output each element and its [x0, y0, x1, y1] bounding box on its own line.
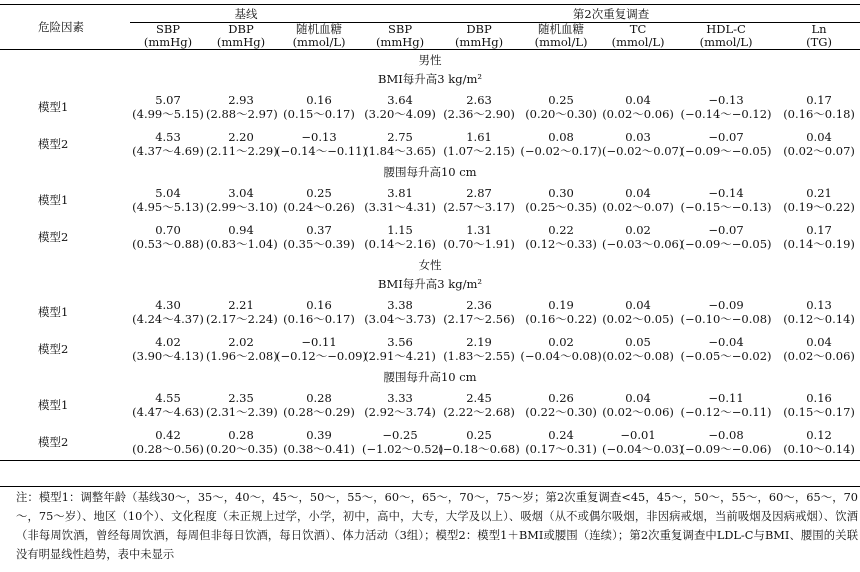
- column-header-name: DBP: [228, 22, 254, 36]
- estimate-cell: [438, 423, 520, 461]
- confidence-interval: (1.84～3.65): [364, 143, 436, 158]
- estimate-cell: [130, 88, 206, 125]
- confidence-interval: (0.14～0.19): [783, 236, 855, 251]
- estimate-value: 0.94: [228, 222, 254, 237]
- column-header-unit: (TG): [806, 35, 832, 49]
- estimate-value: 0.17: [806, 222, 832, 237]
- estimate-value: −0.07: [708, 129, 744, 144]
- confidence-interval: (−0.12～−0.11): [680, 404, 772, 419]
- estimate-cell: [674, 181, 778, 218]
- estimate-value: 0.16: [306, 297, 332, 312]
- confidence-interval: (0.16～0.18): [783, 106, 855, 121]
- estimate-value: 2.02: [228, 334, 254, 349]
- estimate-value: 5.07: [155, 92, 181, 107]
- model-label: 模型2: [38, 229, 69, 244]
- table-row: [0, 330, 860, 367]
- estimate-value: 0.25: [548, 92, 574, 107]
- estimate-value: 3.38: [387, 297, 413, 312]
- estimate-value: 0.25: [306, 185, 332, 200]
- confidence-interval: (0.20～0.35): [206, 441, 278, 456]
- section-row: [0, 50, 860, 70]
- estimate-cell: [206, 423, 276, 461]
- results-table: [0, 4, 860, 461]
- model-label: 模型1: [38, 304, 69, 319]
- model-label: 模型2: [38, 136, 69, 151]
- estimate-cell: [602, 330, 674, 367]
- confidence-interval: (−0.12～−0.09): [276, 348, 367, 363]
- estimate-value: 2.75: [387, 129, 413, 144]
- confidence-interval: (0.02～0.06): [602, 106, 674, 121]
- estimate-value: 0.16: [306, 92, 332, 107]
- estimate-cell: [362, 293, 438, 330]
- confidence-interval: (−0.09～−0.05): [680, 143, 772, 158]
- confidence-interval: (0.12～0.33): [525, 236, 597, 251]
- confidence-interval: (2.57～3.17): [443, 199, 515, 214]
- header-row-groups: [0, 5, 860, 23]
- estimate-cell: [602, 293, 674, 330]
- estimate-value: −0.13: [301, 129, 337, 144]
- confidence-interval: (−0.09～−0.05): [680, 236, 772, 251]
- estimate-value: 4.55: [155, 390, 181, 405]
- estimate-cell: [130, 181, 206, 218]
- table-row: [0, 125, 860, 162]
- column-header-name: SBP: [155, 22, 181, 36]
- estimate-value: 0.16: [806, 390, 832, 405]
- estimate-cell: [206, 181, 276, 218]
- confidence-interval: (0.25～0.35): [525, 199, 597, 214]
- confidence-interval: (4.37～4.69): [132, 143, 204, 158]
- estimate-value: 0.21: [806, 185, 832, 200]
- confidence-interval: (4.24～4.37): [132, 311, 204, 326]
- estimate-value: 2.87: [466, 185, 492, 200]
- estimate-cell: [130, 293, 206, 330]
- estimate-value: 2.63: [466, 92, 492, 107]
- column-header-unit: (mmHg): [216, 35, 266, 49]
- estimate-cell: [130, 423, 206, 461]
- estimate-value: 0.04: [625, 92, 651, 107]
- confidence-interval: (4.95～5.13): [132, 199, 204, 214]
- column-header-repeat-1: [438, 23, 520, 50]
- estimate-cell: [674, 293, 778, 330]
- confidence-interval: (−0.18～0.68): [438, 441, 520, 456]
- confidence-interval: (0.70～1.91): [443, 236, 515, 251]
- estimate-cell: [778, 218, 860, 255]
- repeat-group-header: 第2次重复调查: [362, 5, 860, 23]
- estimate-value: 0.22: [548, 222, 574, 237]
- column-header-name: SBP: [387, 22, 413, 36]
- column-header-repeat-0: [362, 23, 438, 50]
- estimate-value: 0.12: [806, 427, 832, 442]
- estimate-value: 2.19: [466, 334, 492, 349]
- estimate-value: 0.19: [548, 297, 574, 312]
- estimate-cell: [276, 386, 362, 423]
- estimate-cell: [276, 181, 362, 218]
- confidence-interval: (−0.05～−0.02): [680, 348, 772, 363]
- sex-label: 女性: [418, 257, 442, 272]
- confidence-interval: (−0.04～0.08): [520, 348, 602, 363]
- estimate-cell: [206, 386, 276, 423]
- exposure-label: BMI每升高3 kg/m²: [378, 71, 482, 86]
- estimate-cell: [520, 293, 602, 330]
- confidence-interval: (−0.04～0.03): [602, 441, 684, 456]
- estimate-value: −0.08: [708, 427, 744, 442]
- estimate-value: 0.05: [625, 334, 651, 349]
- estimate-cell: [362, 125, 438, 162]
- estimate-cell: [206, 218, 276, 255]
- estimate-cell: [520, 386, 602, 423]
- confidence-interval: (0.15～0.17): [283, 106, 355, 121]
- confidence-interval: (0.16～0.22): [525, 311, 597, 326]
- estimate-value: 0.39: [306, 427, 332, 442]
- estimate-cell: [778, 293, 860, 330]
- estimate-value: −0.25: [382, 427, 418, 442]
- confidence-interval: (−0.02～0.07): [602, 143, 684, 158]
- confidence-interval: (0.02～0.08): [602, 348, 674, 363]
- estimate-cell: [778, 125, 860, 162]
- estimate-cell: [438, 125, 520, 162]
- estimate-cell: [276, 293, 362, 330]
- confidence-interval: (3.90～4.13): [132, 348, 204, 363]
- estimate-value: 3.33: [387, 390, 413, 405]
- exposure-label: BMI每升高3 kg/m²: [378, 276, 482, 291]
- estimate-cell: [276, 218, 362, 255]
- confidence-interval: (2.91～4.21): [364, 348, 436, 363]
- estimate-cell: [674, 386, 778, 423]
- estimate-value: −0.07: [708, 222, 744, 237]
- confidence-interval: (0.20～0.30): [525, 106, 597, 121]
- column-header-unit: (mmHg): [375, 35, 425, 49]
- column-header-unit: (mmol/L): [699, 35, 753, 49]
- estimate-cell: [602, 88, 674, 125]
- confidence-interval: (1.07～2.15): [443, 143, 515, 158]
- estimate-cell: [778, 181, 860, 218]
- estimate-value: 0.26: [548, 390, 574, 405]
- estimate-cell: [362, 423, 444, 461]
- estimate-cell: [438, 330, 520, 367]
- estimate-value: 0.28: [228, 427, 254, 442]
- estimate-value: 3.56: [387, 334, 413, 349]
- exposure-row: [0, 367, 860, 386]
- estimate-cell: [520, 181, 602, 218]
- estimate-cell: [674, 88, 778, 125]
- confidence-interval: (−0.14～−0.12): [680, 106, 772, 121]
- estimate-value: 2.45: [466, 390, 492, 405]
- confidence-interval: (2.92～3.74): [364, 404, 436, 419]
- table-row: [0, 423, 860, 461]
- estimate-cell: [130, 218, 206, 255]
- estimate-cell: [520, 88, 602, 125]
- estimate-cell: [362, 330, 438, 367]
- confidence-interval: (1.96～2.08): [206, 348, 278, 363]
- estimate-cell: [602, 218, 684, 255]
- confidence-interval: (0.83～1.04): [206, 236, 278, 251]
- estimate-cell: [438, 386, 520, 423]
- estimate-value: −0.09: [708, 297, 744, 312]
- estimate-cell: [674, 423, 778, 461]
- estimate-cell: [206, 330, 276, 367]
- estimate-cell: [206, 88, 276, 125]
- sex-label: 男性: [418, 52, 442, 67]
- estimate-value: −0.01: [620, 427, 656, 442]
- estimate-cell: [602, 386, 674, 423]
- estimate-cell: [602, 125, 684, 162]
- confidence-interval: (0.19～0.22): [783, 199, 855, 214]
- estimate-value: 0.13: [806, 297, 832, 312]
- estimate-cell: [362, 181, 438, 218]
- estimate-value: 0.04: [625, 297, 651, 312]
- confidence-interval: (−0.09～−0.06): [680, 441, 772, 456]
- exposure-label: 腰围每升高10 cm: [383, 164, 477, 179]
- confidence-interval: (0.15～0.17): [783, 404, 855, 419]
- estimate-cell: [602, 423, 684, 461]
- column-header-name: 随机血糖: [538, 22, 585, 36]
- confidence-interval: (0.12～0.14): [783, 311, 855, 326]
- estimate-cell: [276, 423, 362, 461]
- estimate-value: 0.08: [548, 129, 574, 144]
- estimate-cell: [206, 125, 276, 162]
- confidence-interval: (−1.02～0.52): [362, 441, 444, 456]
- estimate-value: 0.30: [548, 185, 574, 200]
- confidence-interval: (0.02～0.06): [602, 404, 674, 419]
- confidence-interval: (4.47～4.63): [132, 404, 204, 419]
- confidence-interval: (−0.14～−0.11): [276, 143, 367, 158]
- confidence-interval: (−0.10～−0.08): [680, 311, 772, 326]
- confidence-interval: (−0.15～−0.13): [680, 199, 772, 214]
- estimate-value: 3.04: [228, 185, 254, 200]
- estimate-cell: [778, 88, 860, 125]
- estimate-cell: [130, 125, 206, 162]
- estimate-value: 0.04: [806, 129, 832, 144]
- confidence-interval: (0.10～0.14): [783, 441, 855, 456]
- column-header-unit: (mmHg): [454, 35, 504, 49]
- estimate-value: 0.24: [548, 427, 574, 442]
- confidence-interval: (−0.03～0.06): [602, 236, 684, 251]
- exposure-row: [0, 69, 860, 88]
- estimate-cell: [520, 125, 602, 162]
- model-label: 模型2: [38, 434, 69, 449]
- model-label: 模型2: [38, 341, 69, 356]
- confidence-interval: (2.11～2.29): [206, 143, 278, 158]
- confidence-interval: (3.04～3.73): [364, 311, 436, 326]
- estimate-value: −0.14: [708, 185, 744, 200]
- column-header-repeat-5: [778, 23, 860, 50]
- estimate-value: 0.17: [806, 92, 832, 107]
- column-header-name: Ln: [811, 22, 827, 36]
- confidence-interval: (3.31～4.31): [364, 199, 436, 214]
- estimate-cell: [362, 218, 438, 255]
- confidence-interval: (1.83～2.55): [443, 348, 515, 363]
- estimate-value: 1.31: [466, 222, 492, 237]
- estimate-cell: [438, 88, 520, 125]
- confidence-interval: (0.17～0.31): [525, 441, 597, 456]
- confidence-interval: (2.99～3.10): [206, 199, 278, 214]
- column-header-repeat-2: [520, 23, 602, 50]
- confidence-interval: (0.28～0.56): [132, 441, 204, 456]
- estimate-value: 1.61: [466, 129, 492, 144]
- column-header-unit: (mmol/L): [611, 35, 665, 49]
- confidence-interval: (−0.02～0.17): [520, 143, 602, 158]
- estimate-value: 4.53: [155, 129, 181, 144]
- estimate-cell: [362, 386, 438, 423]
- estimate-cell: [130, 386, 206, 423]
- estimate-cell: [520, 218, 602, 255]
- estimate-value: −0.13: [708, 92, 744, 107]
- column-header-repeat-4: [674, 23, 778, 50]
- confidence-interval: (2.88～2.97): [206, 106, 278, 121]
- estimate-value: 3.64: [387, 92, 413, 107]
- confidence-interval: (0.38～0.41): [283, 441, 355, 456]
- estimate-cell: [520, 423, 602, 461]
- estimate-value: 0.03: [625, 129, 651, 144]
- estimate-value: 4.30: [155, 297, 181, 312]
- estimate-cell: [602, 181, 674, 218]
- estimate-cell: [674, 330, 778, 367]
- exposure-row: [0, 274, 860, 293]
- estimate-value: 0.70: [155, 222, 181, 237]
- estimate-value: 2.93: [228, 92, 254, 107]
- estimate-value: −0.11: [708, 390, 744, 405]
- estimate-value: 2.20: [228, 129, 254, 144]
- confidence-interval: (0.14～2.16): [364, 236, 436, 251]
- confidence-interval: (2.17～2.56): [443, 311, 515, 326]
- estimate-cell: [276, 88, 362, 125]
- confidence-interval: (2.17～2.24): [206, 311, 278, 326]
- column-header-name: HDL-C: [706, 22, 746, 36]
- column-header-repeat-3: [602, 23, 674, 50]
- estimate-value: −0.11: [301, 334, 337, 349]
- confidence-interval: (2.36～2.90): [443, 106, 515, 121]
- confidence-interval: (0.02～0.07): [783, 143, 855, 158]
- estimate-value: 2.35: [228, 390, 254, 405]
- estimate-value: 5.04: [155, 185, 181, 200]
- estimate-value: 0.28: [306, 390, 332, 405]
- confidence-interval: (0.16～0.17): [283, 311, 355, 326]
- table-row: [0, 88, 860, 125]
- estimate-value: 0.04: [806, 334, 832, 349]
- column-header-unit: (mmHg): [143, 35, 193, 49]
- column-header-unit: (mmol/L): [292, 35, 346, 49]
- confidence-interval: (0.53～0.88): [132, 236, 204, 251]
- estimate-value: 2.21: [228, 297, 254, 312]
- estimate-value: 0.02: [548, 334, 574, 349]
- estimate-value: 0.25: [466, 427, 492, 442]
- table-row: [0, 218, 860, 255]
- estimate-cell: [778, 386, 860, 423]
- footnote-text: 注：模型1：调整年龄（基线30～，35～，40～，45～，50～，55～，60～，65～，70～，75～岁；第2次重复调查<45，45～，50～，55～，60～，65～，70～，75～岁）、地区（10个）、文化程度（未正规上过学，小学，初中，高中，大专，大学及以上）、吸烟（从不或偶尔吸烟，非因病戒烟，当前吸烟及因病戒烟）、饮酒（非每周饮酒，曾经每周饮酒，每周但非每日饮酒，每日饮酒）、体力活动（3组）；模型2：模型1＋BMI或腰围（连续）；第2次重复调查中LDL-C与BMI、腰围的关联没有明显线性趋势，表中未显示: [16, 491, 858, 561]
- confidence-interval: (0.35～0.39): [283, 236, 355, 251]
- confidence-interval: (0.02～0.07): [602, 199, 674, 214]
- estimate-value: 0.04: [625, 390, 651, 405]
- model-label: 模型1: [38, 192, 69, 207]
- exposure-label: 腰围每升高10 cm: [383, 369, 477, 384]
- estimate-cell: [438, 293, 520, 330]
- estimate-value: 4.02: [155, 334, 181, 349]
- estimate-value: 0.37: [306, 222, 332, 237]
- estimate-value: 1.15: [387, 222, 413, 237]
- table-body: [0, 50, 860, 461]
- exposure-row: [0, 162, 860, 181]
- confidence-interval: (0.22～0.30): [525, 404, 597, 419]
- estimate-value: 0.02: [625, 222, 651, 237]
- confidence-interval: (0.02～0.06): [783, 348, 855, 363]
- column-header-baseline-2: [276, 23, 362, 50]
- section-row: [0, 255, 860, 274]
- estimate-cell: [778, 423, 860, 461]
- estimate-cell: [674, 125, 778, 162]
- estimate-cell: [276, 330, 367, 367]
- estimate-value: 2.36: [466, 297, 492, 312]
- column-header-name: DBP: [466, 22, 492, 36]
- column-header-baseline-0: [130, 23, 206, 50]
- estimate-cell: [438, 181, 520, 218]
- estimate-value: 3.81: [387, 185, 413, 200]
- column-header-unit: (mmol/L): [534, 35, 588, 49]
- estimate-cell: [438, 218, 520, 255]
- estimate-cell: [130, 330, 206, 367]
- confidence-interval: (2.31～2.39): [206, 404, 278, 419]
- confidence-interval: (3.20～4.09): [364, 106, 436, 121]
- column-header-baseline-1: [206, 23, 276, 50]
- column-header-name: TC: [629, 22, 647, 36]
- estimate-cell: [206, 293, 276, 330]
- estimate-value: 0.04: [625, 185, 651, 200]
- estimate-cell: [778, 330, 860, 367]
- estimate-cell: [674, 218, 778, 255]
- estimate-value: −0.04: [708, 334, 744, 349]
- confidence-interval: (4.99～5.15): [132, 106, 204, 121]
- estimate-value: 0.42: [155, 427, 181, 442]
- table-row: [0, 293, 860, 330]
- estimate-cell: [276, 125, 367, 162]
- table-row: [0, 386, 860, 423]
- confidence-interval: (0.28～0.29): [283, 404, 355, 419]
- estimate-cell: [362, 88, 438, 125]
- column-header-name: 随机血糖: [296, 22, 343, 36]
- estimate-cell: [520, 330, 602, 367]
- model-label: 模型1: [38, 397, 69, 412]
- table-row: [0, 181, 860, 218]
- baseline-group-header: 基线: [130, 5, 362, 23]
- confidence-interval: (0.02～0.05): [602, 311, 674, 326]
- confidence-interval: (0.24～0.26): [283, 199, 355, 214]
- table-footnote: [0, 486, 860, 564]
- risk-factor-header: 危险因素: [0, 5, 130, 50]
- model-label: 模型1: [38, 99, 69, 114]
- confidence-interval: (2.22～2.68): [443, 404, 515, 419]
